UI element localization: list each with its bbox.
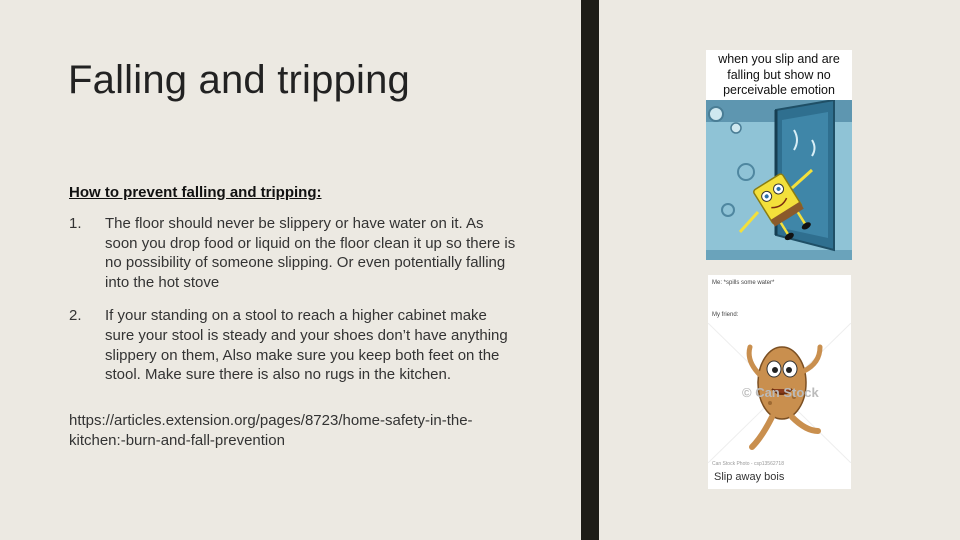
vertical-divider-bar [581, 0, 599, 540]
slide-subtitle: How to prevent falling and tripping: [69, 184, 322, 201]
meme-top-text: Me: *spills some water* [712, 280, 775, 286]
slide-title: Falling and tripping [68, 58, 410, 102]
list-item-number: 2. [69, 307, 82, 325]
list-item-text: If your standing on a stool to reach a higher cabinet make sure your stool is steady and your shoes don’t have anything slippery on them, Also make sure you keep both feet on the stool. Make sure there is also no rugs in the kitchen. [105, 307, 508, 384]
source-link[interactable]: https://articles.extension.org/pages/8723/home-safety-in-the-kitchen:-burn-and-fall-prevention [69, 412, 473, 449]
list-item [69, 214, 519, 292]
meme-image-spongebob [706, 50, 852, 260]
meme-caption: when you slip and are falling but show no perceivable emotion [718, 52, 840, 98]
meme-image-potato [708, 275, 851, 489]
stock-credit: Can Stock Photo - csp13562718 [712, 461, 784, 467]
meme-mid-text: My friend: [712, 312, 739, 318]
list-item-text: The floor should never be slippery or have water on it. As soon you drop food or liquid on the floor clean it up so there is no possibility of someone slipping. Or even potentially falling into the hot stove [105, 215, 516, 291]
spongebob-slipping-illustration [706, 100, 852, 260]
stock-watermark: © Can Stock [742, 385, 819, 400]
list-item [69, 306, 519, 384]
meme-bottom-text: Slip away bois [714, 471, 785, 483]
list-item-number: 1. [69, 215, 82, 232]
prevention-list [69, 214, 519, 385]
